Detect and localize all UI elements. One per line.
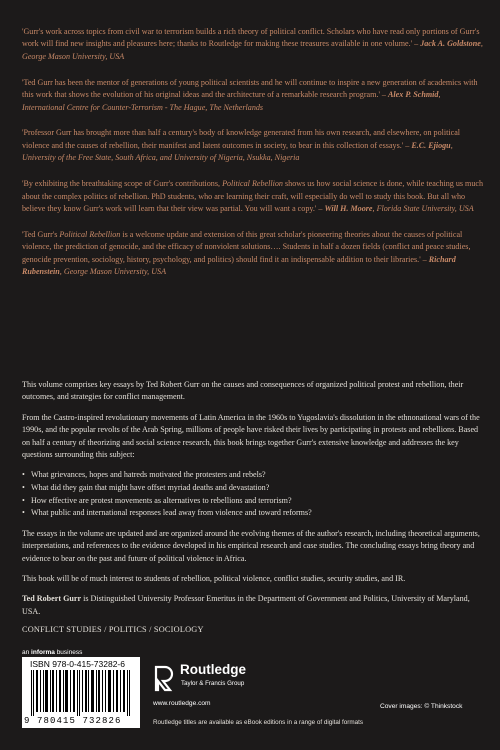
author-name: Ted Robert Gurr bbox=[22, 594, 82, 604]
quote-text: shows us how social science is done, while teaching us much about the complex politics of rebellion. PhD students, who are learning their craft, will especially do well to study this book. But all who believe they know Gurr's work will learn that their view was partial. You will want a copy.' – bbox=[22, 179, 484, 213]
isbn-label: ISBN 978-0-415-73282-6 bbox=[30, 659, 125, 669]
book-title: Political Rebellion bbox=[59, 229, 121, 239]
author-bio-text: is Distinguished University Professor Emeritus in the Department of Government and Politics, University of Maryland, USA. bbox=[22, 594, 470, 616]
author-bio bbox=[22, 593, 484, 618]
subject-categories: CONFLICT STUDIES / POLITICS / SOCIOLOGY bbox=[22, 625, 204, 634]
endorsement-1 bbox=[22, 26, 484, 63]
list-item bbox=[22, 495, 484, 508]
quote-affiliation: , University of the Free State, South Africa, and University of Nigeria, Nsukka, Nigeria bbox=[22, 140, 453, 163]
barcode-panel bbox=[22, 657, 140, 728]
quote-affiliation: , International Centre for Counter-Terrorism - The Hague, The Netherlands bbox=[22, 90, 441, 112]
quote-affiliation: , George Mason University, USA bbox=[59, 267, 167, 277]
routledge-logo-icon bbox=[153, 665, 177, 692]
informa-tagline bbox=[22, 649, 82, 656]
list-item bbox=[22, 469, 484, 482]
cover-image-credit: Cover images: © Thinkstock bbox=[380, 703, 463, 710]
quote-author: Will H. Moore bbox=[324, 203, 373, 213]
barcode-icon bbox=[30, 670, 133, 716]
list-item-text: How effective are protest movements as alternatives to rebellions and terrorism? bbox=[31, 495, 292, 505]
description-paragraph: From the Castro-inspired revolutionary movements of Latin America in the 1960s to Yugoslavia's dissolution in the ethnonational wars of the 1990s, and the popular revolts of the Arab Spring, millions of people have risked their lives by participating in protests and rebellions. Based on half a century of theorizing and social science research, this book brings together Gurr's extensive knowledge and addresses the key questions surrounding this subject: bbox=[22, 412, 480, 460]
endorsement-2 bbox=[22, 77, 484, 114]
quote-author: E.C. Ejiogu bbox=[411, 140, 451, 150]
endorsement-3 bbox=[22, 127, 484, 164]
description-paragraph: The essays in the volume are updated and are organized around the evolving themes of the author's research, including theoretical arguments, interpretations, and references to the evidence developed in his empirical research and case studies. The concluding essays bring theory and evidence to bear on the past and future of political violence in Africa. bbox=[22, 528, 480, 563]
bullet-icon: • bbox=[22, 495, 25, 505]
list-item-text: What grievances, hopes and hatreds motivated the protesters and rebels? bbox=[31, 470, 266, 480]
quote-text: 'Ted Gurr has been the mentor of generations of young political scientists and he will continue to inspire a new generation of academics with this work that shows the evolution of his original ideas and the architecture of a remarkable research program.' – bbox=[22, 77, 478, 100]
list-item bbox=[22, 482, 484, 495]
list-item bbox=[22, 507, 484, 520]
bullet-icon: • bbox=[22, 508, 25, 518]
book-description bbox=[22, 379, 484, 626]
list-item-text: What public and international responses lead away from violence and toward reforms? bbox=[31, 508, 312, 518]
ean-digits: 9 780415 732826 bbox=[24, 716, 122, 726]
publisher-name: Routledge bbox=[180, 662, 246, 677]
endorsements bbox=[22, 26, 484, 292]
book-title: Political Rebellion bbox=[222, 179, 283, 189]
quote-text-lead: 'By exhibiting the breathtaking scope of Gurr's contributions, bbox=[22, 179, 223, 189]
informa-prefix: an bbox=[22, 649, 32, 656]
quote-author: Alex P. Schmid bbox=[388, 90, 439, 100]
key-questions-list bbox=[22, 469, 484, 519]
quote-author: Richard Rubenstein bbox=[22, 254, 456, 277]
quote-author: Jack A. Goldstone bbox=[420, 39, 481, 49]
quote-text-lead: 'Ted Gurr's bbox=[22, 229, 60, 239]
quote-text: 'Professor Gurr has brought more than half a century's body of knowledge generated from his own research, and elsewhere, on political violence and the causes of rebellion, their manifest and latent outcomes in society, to bear in this collection of essays.' – bbox=[22, 128, 461, 150]
quote-text: is a welcome update and extension of this great scholar's pioneering theories about the causes of political violence, the prediction of genocide, and the efficacy of nonviolent solutions…. Students in half a dozen fields (conflict and peace studies, genocide prevention, sociology, history, psychology, and politics) should find it an indispensable addition to their libraries.' – bbox=[22, 229, 471, 264]
informa-suffix: business bbox=[54, 649, 83, 656]
bullet-icon: • bbox=[22, 470, 25, 480]
endorsement-4 bbox=[22, 178, 484, 215]
quote-text: 'Gurr's work across topics from civil war to terrorism builds a rich theory of political conflict. Scholars who have read only portions of Gurr's work will find new insights and pleasures here; thanks to Routledge for making these treasures available in one volume.' – bbox=[22, 27, 480, 49]
endorsement-5 bbox=[22, 229, 484, 279]
informa-brand: informa bbox=[31, 649, 55, 656]
ebook-availability-note: Routledge titles are available as eBook editions in a range of digital formats bbox=[153, 719, 364, 726]
list-item-text: What did they gain that might have offset myriad deaths and devastation? bbox=[31, 483, 270, 493]
quote-affiliation: , George Mason University, USA bbox=[22, 39, 483, 61]
publisher-group: Taylor & Francis Group bbox=[181, 680, 245, 687]
description-paragraph: This volume comprises key essays by Ted Robert Gurr on the causes and consequences of organized political protest and rebellion, their outcomes, and strategies for conflict management. bbox=[22, 380, 464, 402]
publisher-url: www.routledge.com bbox=[153, 700, 211, 707]
description-paragraph: This book will be of much interest to students of rebellion, political violence, conflict studies, security studies, and IR. bbox=[22, 574, 406, 584]
quote-affiliation: , Florida State University, USA bbox=[372, 203, 474, 213]
bullet-icon: • bbox=[22, 483, 25, 493]
